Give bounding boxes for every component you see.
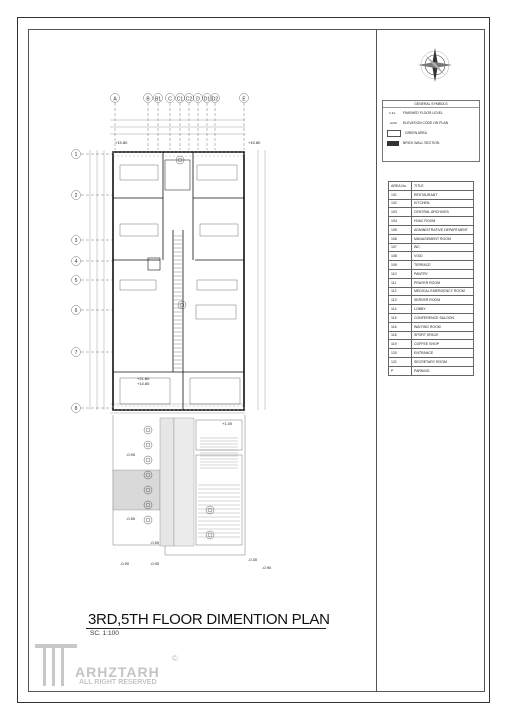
room-title-cell: MEDICAL EMERGENCY ROOM — [412, 287, 474, 296]
area-number-cell: 105 — [389, 225, 412, 234]
room-title-cell: SPORT SPACE — [412, 331, 474, 340]
area-number-cell: 109 — [389, 261, 412, 270]
area-number-cell: 115 — [389, 313, 412, 322]
level-label: +15.80 — [248, 140, 261, 145]
area-number-cell: 113 — [389, 296, 412, 305]
area-number-cell: 114 — [389, 305, 412, 314]
room-title-cell: PRAYER ROOM — [412, 278, 474, 287]
column-grid-axes — [111, 94, 249, 151]
grid-label-B1: B1 — [154, 96, 162, 103]
logo-mark: © — [172, 654, 178, 663]
room-title-cell: CONFERENCE SALOON — [412, 313, 474, 322]
area-number-cell: P — [389, 366, 412, 375]
room-title-cell: LOBBY — [412, 305, 474, 314]
grid-label-E: E — [242, 96, 246, 103]
area-number-cell: 102 — [389, 199, 412, 208]
level-label: -0.90 — [150, 561, 160, 566]
room-title-cell: SERVER ROOM — [412, 296, 474, 305]
area-number-cell: 104 — [389, 217, 412, 226]
level-label: -0.90 — [126, 452, 136, 457]
grid-label-A: A — [113, 96, 117, 103]
room-title-cell: COFFEE SHOP — [412, 340, 474, 349]
tree-icon — [144, 426, 152, 434]
area-number-cell: 108 — [389, 252, 412, 261]
room-title-cell: VOID — [412, 252, 474, 261]
grid-label-C1: C1 — [176, 96, 184, 103]
title-underline — [86, 628, 326, 629]
company-logo — [35, 640, 185, 690]
level-label: -0.50 — [126, 516, 136, 521]
stair-core — [174, 236, 182, 368]
grid-label-2: 2 — [74, 193, 78, 199]
logo-text: ARHZTARH — [75, 664, 160, 680]
logo-subtext: ALL RIGHT RESERVED — [79, 679, 157, 686]
grid-label-C: C — [168, 96, 172, 103]
tree-icon — [206, 506, 214, 514]
level-label: +15.80 — [115, 140, 128, 145]
site-stairs — [198, 438, 240, 537]
legend-label: BRICK WALL SECTION — [403, 141, 440, 145]
area-number-cell: 106 — [389, 234, 412, 243]
area-number-cell: 119 — [389, 340, 412, 349]
room-title-cell: TERRACE — [412, 261, 474, 270]
grid-label-B: B — [146, 96, 150, 103]
area-number-cell: 103 — [389, 208, 412, 217]
grid-label-1: 1 — [74, 152, 78, 158]
room-title-cell: ENTRANCE — [412, 349, 474, 358]
room-title-cell: CENTRAL ARCHIVES — [412, 208, 474, 217]
tree-icon — [206, 531, 214, 539]
legend-label: GREEN AREA — [405, 131, 428, 135]
header-title: TITLE — [412, 182, 474, 191]
level-label: -0.90 — [262, 565, 272, 570]
area-number-cell: 111 — [389, 278, 412, 287]
room-title-cell: MANAGEMENT ROOM — [412, 234, 474, 243]
room-title-cell: RESTAURANT — [412, 190, 474, 199]
grid-label-D1: D1 — [203, 96, 211, 103]
area-number-cell: 121 — [389, 357, 412, 366]
level-label: -0.50 — [150, 540, 160, 545]
room-title-cell: ADMINISTRATIVE DEPARTMENT — [412, 225, 474, 234]
level-label: -0.30 — [248, 557, 258, 562]
area-number-cell: 116 — [389, 322, 412, 331]
grid-label-3: 3 — [74, 238, 78, 244]
area-number-cell: 107 — [389, 243, 412, 252]
area-number-cell: 118 — [389, 331, 412, 340]
room-title-cell: WC — [412, 243, 474, 252]
drawing-scale: SC. 1:100 — [90, 630, 119, 637]
grid-label-D: D — [196, 96, 200, 103]
grid-label-5: 5 — [74, 278, 78, 284]
room-title-cell: KITCHEN — [412, 199, 474, 208]
level-label: +14.80 — [137, 381, 150, 386]
room-title-cell: PANTRY — [412, 269, 474, 278]
legend-label: FINISHED FLOOR LEVEL — [403, 111, 443, 115]
grid-label-7: 7 — [74, 350, 78, 356]
ffl-symbol: F.F.L. — [389, 111, 397, 115]
area-number-cell: 112 — [389, 287, 412, 296]
row-grid-axes — [72, 150, 114, 413]
tree-icon — [144, 516, 152, 524]
room-title-cell: WAITING ROOM — [412, 322, 474, 331]
room-title-cell: HVAC ROOM — [412, 217, 474, 226]
grid-label-4: 4 — [74, 259, 78, 265]
elevation-symbol: +0.00 — [389, 121, 397, 125]
balcony-dashed — [113, 152, 244, 410]
grid-label-C2: C2 — [185, 96, 193, 103]
dimension-lines — [90, 120, 265, 413]
grid-label-8: 8 — [74, 406, 78, 412]
level-label: -0.90 — [120, 561, 130, 566]
area-number-cell: 101 — [389, 190, 412, 199]
header-area-no: AREA No. — [389, 182, 412, 191]
level-label: +21.80 — [137, 376, 150, 381]
level-label: +1.00 — [222, 421, 233, 426]
tree-icon — [178, 301, 186, 309]
legend-label: ELEVATION CODE ON PLAN — [403, 121, 449, 125]
area-number-cell: 110 — [389, 269, 412, 278]
room-title-cell: SECRETARY ROOM — [412, 357, 474, 366]
grid-label-6: 6 — [74, 308, 78, 314]
area-number-cell: 120 — [389, 349, 412, 358]
building-walls — [113, 152, 244, 410]
grid-label-D2: D2 — [211, 96, 219, 103]
tree-icon — [144, 456, 152, 464]
legend-header-text: GENERAL SYMBOLS — [414, 102, 448, 106]
drawing-title: 3RD,5TH FLOOR DIMENTION PLAN — [88, 611, 330, 628]
tree-icon — [144, 441, 152, 449]
room-title-cell: PARKING — [412, 366, 474, 375]
